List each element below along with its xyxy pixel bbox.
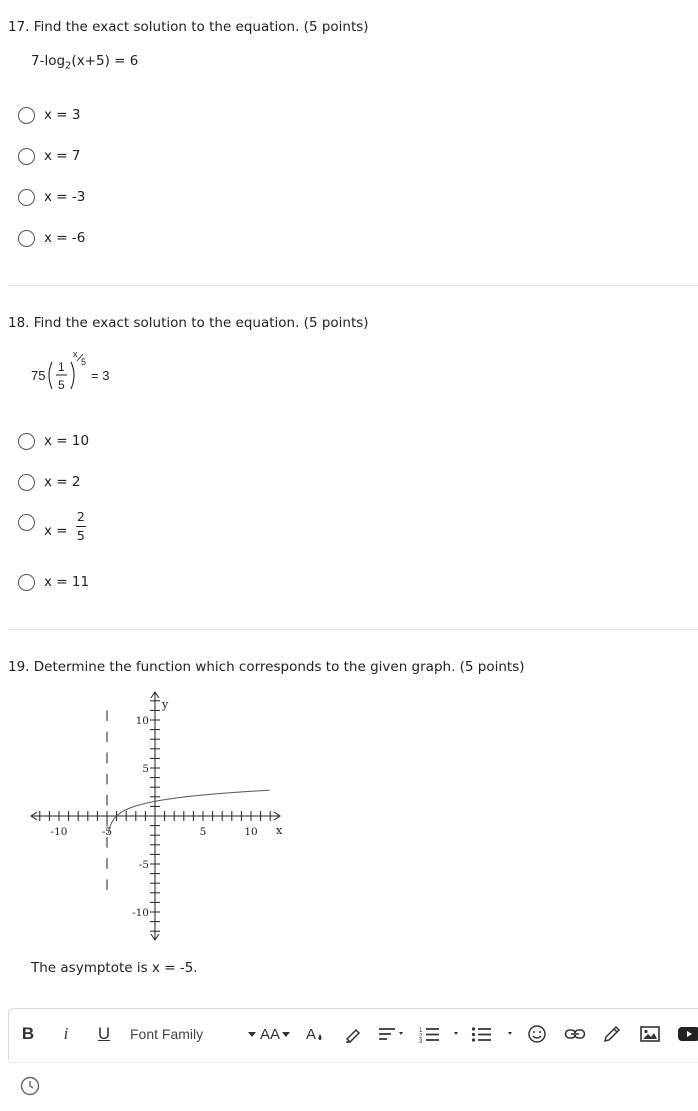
asymptote-statement: The asymptote is x = -5. [31,960,198,976]
eq18-exp-den: 5 [81,357,87,367]
option-label: x = 7 [44,148,81,164]
q17-option-1[interactable] [18,104,80,126]
question-17-equation [31,53,138,72]
x-axis-label: x [276,824,283,837]
eq18-exp-num: x [73,349,78,359]
toolbar-bottom-divider [8,1062,698,1063]
pen-icon[interactable] [602,1021,622,1047]
option-label: x = -3 [44,189,86,205]
link-icon[interactable] [564,1021,586,1047]
left-paren [49,362,52,389]
radio-button[interactable] [18,514,35,531]
highlight-icon[interactable] [343,1021,363,1047]
y-tick-label: 10 [135,715,149,727]
eq18-base-den: 5 [58,378,65,392]
y-axis-label: y [162,698,169,711]
q18-option-3[interactable] [18,509,86,552]
radio-button[interactable] [18,474,35,491]
question-18-title: 18. Find the exact solution to the equation. (5 points) [8,315,369,331]
video-icon[interactable] [677,1021,698,1047]
function-graph [25,686,295,946]
bold-button[interactable]: B [21,1024,35,1043]
clock-icon[interactable] [20,1076,40,1096]
option-fraction [76,510,86,543]
question-19-title: 19. Determine the function which corresponds to the given graph. (5 points) [8,659,525,675]
font-family-select[interactable]: Font Family [130,1026,204,1042]
radio-button[interactable] [18,433,35,450]
tick-labels [51,715,258,919]
q18-option-1[interactable] [18,430,89,452]
eq18-base-num: 1 [58,360,65,374]
x-tick-label: -10 [50,826,68,838]
bullet-list-icon[interactable] [471,1021,517,1047]
numbered-list-icon[interactable] [419,1021,465,1047]
svg-text:3: 3 [419,1039,423,1044]
q18-option-2[interactable] [18,471,80,493]
x-tick-label: 5 [199,826,207,838]
option-label: x = -6 [44,230,86,246]
q17-option-2[interactable] [18,145,80,167]
text-color-icon[interactable] [305,1021,325,1047]
q18-option-4[interactable] [18,571,89,593]
radio-button[interactable] [18,574,35,591]
svg-text:2: 2 [419,1033,423,1040]
underline-button[interactable]: U [97,1024,111,1043]
eq17-prefix: 7-log [31,53,66,69]
option-label: x = 3 [44,107,81,123]
option-label: x = 11 [44,574,90,590]
y-tick-label: -5 [138,859,149,871]
eq17-subscript: 2 [65,60,72,72]
eq17-suffix: (x+5) = 6 [71,53,139,69]
option-label-prefix: x = [44,522,72,539]
option-label [44,509,86,543]
italic-button[interactable]: i [63,1024,69,1043]
radio-button[interactable] [18,107,35,124]
divider [8,629,698,630]
option-label: x = 2 [44,474,81,490]
y-tick-label: 5 [142,763,149,775]
radio-button[interactable] [18,189,35,206]
question-17-title: 17. Find the exact solution to the equation. (5 points) [8,19,369,35]
radio-button[interactable] [18,148,35,165]
fraction-numerator: 2 [76,509,85,524]
fraction-bar [76,526,86,527]
image-icon[interactable] [639,1021,661,1047]
fraction-denominator: 5 [76,528,85,543]
align-dropdown-icon[interactable] [377,1021,409,1047]
editor-toolbar [8,1008,698,1060]
font-size-label: AA [260,1025,281,1043]
y-tick-label: -10 [132,907,149,919]
font-family-dropdown-icon[interactable] [247,1021,257,1047]
right-paren [71,362,74,389]
x-tick-label: -5 [101,826,113,838]
divider [8,285,698,286]
emoji-icon[interactable] [527,1021,547,1047]
option-label: x = 10 [44,433,90,449]
eq18-coefficient: 75 [31,368,46,383]
equation-18-graphic [31,351,131,397]
font-size-button[interactable] [261,1021,289,1047]
svg-text:A: A [306,1026,317,1043]
radio-button[interactable] [18,230,35,247]
x-tick-label: 10 [244,826,258,838]
q17-option-4[interactable] [18,227,85,249]
svg-text:1: 1 [419,1028,423,1034]
q17-option-3[interactable] [18,186,85,208]
eq18-rhs: = 3 [91,368,110,383]
